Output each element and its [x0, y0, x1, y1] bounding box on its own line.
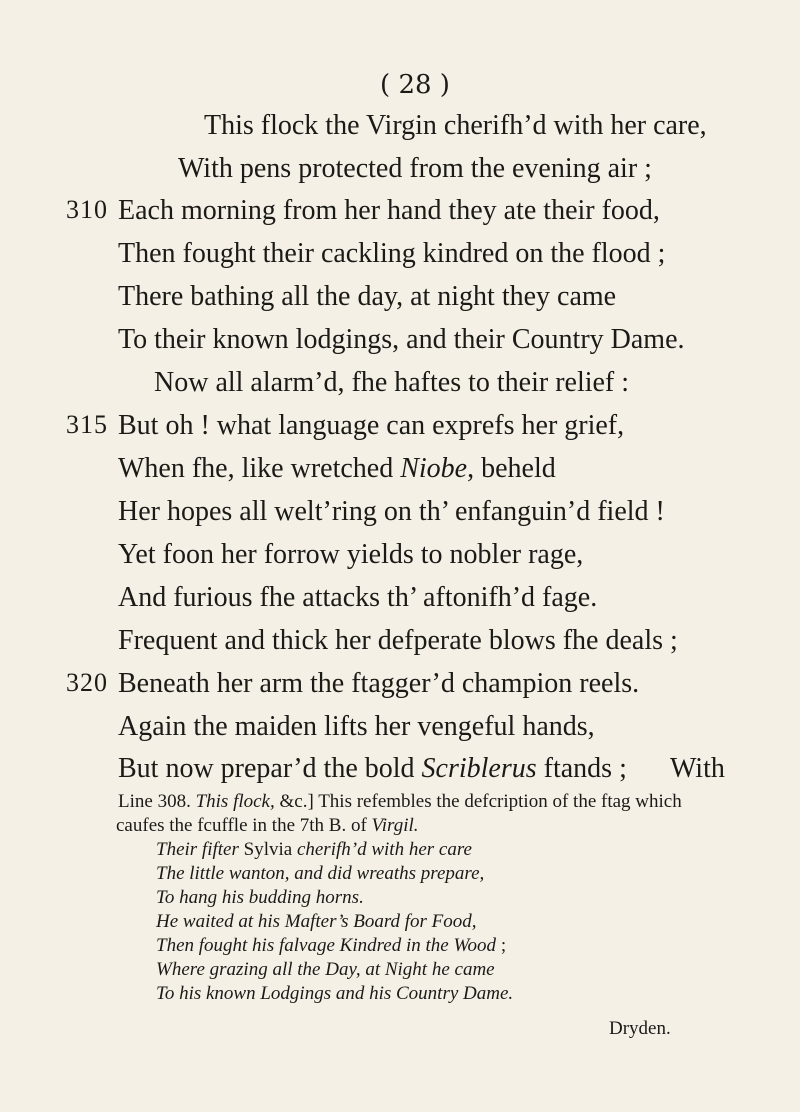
verse-line	[0, 625, 800, 669]
quote-line	[156, 958, 495, 982]
quote-roman: Sylvia	[243, 839, 293, 860]
note-second-line	[116, 814, 419, 838]
verse-line	[0, 153, 800, 197]
quote-text: Their fifter	[156, 839, 244, 860]
note-attribution: Dryden.	[609, 1018, 671, 1039]
verse-text: Her hopes all welt’ring on th’ enfanguin’d field !	[118, 496, 665, 527]
verse-text-italic: Scriblerus	[421, 753, 537, 784]
quote-line	[156, 934, 506, 958]
verse-line	[0, 281, 800, 325]
verse-line	[0, 668, 800, 712]
line-number: 310	[66, 195, 108, 224]
line-number: 315	[66, 410, 108, 439]
verse-text-part: , beheld	[467, 453, 556, 484]
quote-text: cherifh’d with her care	[292, 839, 472, 860]
verse-text-part: But now prepar’d the bold	[118, 753, 422, 784]
verse-text	[118, 453, 556, 485]
note-text-second: caufes the fcuffle in the 7th B. of	[116, 815, 372, 836]
quote-roman: ;	[496, 935, 507, 956]
verse-text-italic: Niobe	[400, 453, 468, 484]
verse-text: But oh ! what language can exprefs her grief,	[118, 410, 625, 441]
verse-text: To their known lodgings, and their Country Dame.	[118, 324, 685, 355]
note-text-second-italic: Virgil.	[371, 815, 419, 836]
line-number: 320	[66, 668, 108, 697]
quote-text: He waited at his Mafter’s Board for Food,	[156, 911, 477, 932]
verse-text: Now all alarm’d, fhe haftes to their relief :	[154, 367, 630, 398]
note-line-label: Line 308.	[118, 791, 191, 812]
note-lemma-rest: &c.]	[274, 791, 314, 812]
catchword: With	[670, 753, 725, 784]
quote-line	[156, 910, 477, 934]
verse-text: There bathing all the day, at night they came	[118, 281, 617, 312]
verse-text-part: ftands ;	[536, 753, 627, 784]
quote-text: To his known Lodgings and his Country Dame.	[156, 983, 514, 1004]
verse-line	[0, 496, 800, 540]
verse-line	[0, 711, 800, 755]
verse-line	[0, 453, 800, 497]
quote-text: To hang his budding horns.	[156, 887, 364, 908]
verse-text: Yet foon her forrow yields to nobler rage,	[118, 539, 584, 570]
verse-line	[0, 582, 800, 626]
page-number: ( 28 )	[380, 70, 450, 100]
quote-line	[156, 982, 513, 1006]
quote-text: The little wanton, and did wreaths prepare,	[156, 863, 485, 884]
verse-line	[0, 367, 800, 411]
verse-line	[0, 539, 800, 583]
verse-line	[0, 410, 800, 454]
verse-line	[0, 238, 800, 282]
note-text-first: This refembles the defcription of the ftag which	[313, 791, 682, 812]
verse-line	[0, 110, 800, 154]
note-first-line	[118, 790, 682, 814]
note-lemma: This flock,	[195, 791, 275, 812]
verse-text: This flock the Virgin cherifh’d with her care,	[204, 110, 707, 141]
verse-text: Again the maiden lifts her vengeful hands,	[118, 711, 595, 742]
quote-text: Then fought his falvage Kindred in the Wood	[156, 935, 497, 956]
verse-text: Then fought their cackling kindred on the flood ;	[118, 238, 666, 269]
verse-text: Frequent and thick her defperate blows fhe deals ;	[118, 625, 678, 656]
verse-line	[0, 195, 800, 239]
verse-text-part: When fhe, like wretched	[118, 453, 401, 484]
verse-text: Each morning from her hand they ate their food,	[118, 195, 660, 226]
verse-text	[118, 753, 627, 785]
quote-line	[156, 886, 364, 910]
verse-text: With pens protected from the evening air ;	[178, 153, 652, 184]
quote-line	[156, 838, 472, 862]
quote-text: Where grazing all the Day, at Night he came	[156, 959, 495, 980]
verse-text: Beneath her arm the ftagger’d champion reels.	[118, 668, 640, 699]
quote-line	[156, 862, 484, 886]
verse-line	[0, 324, 800, 368]
verse-text: And furious fhe attacks th’ aftonifh’d fage.	[118, 582, 598, 613]
